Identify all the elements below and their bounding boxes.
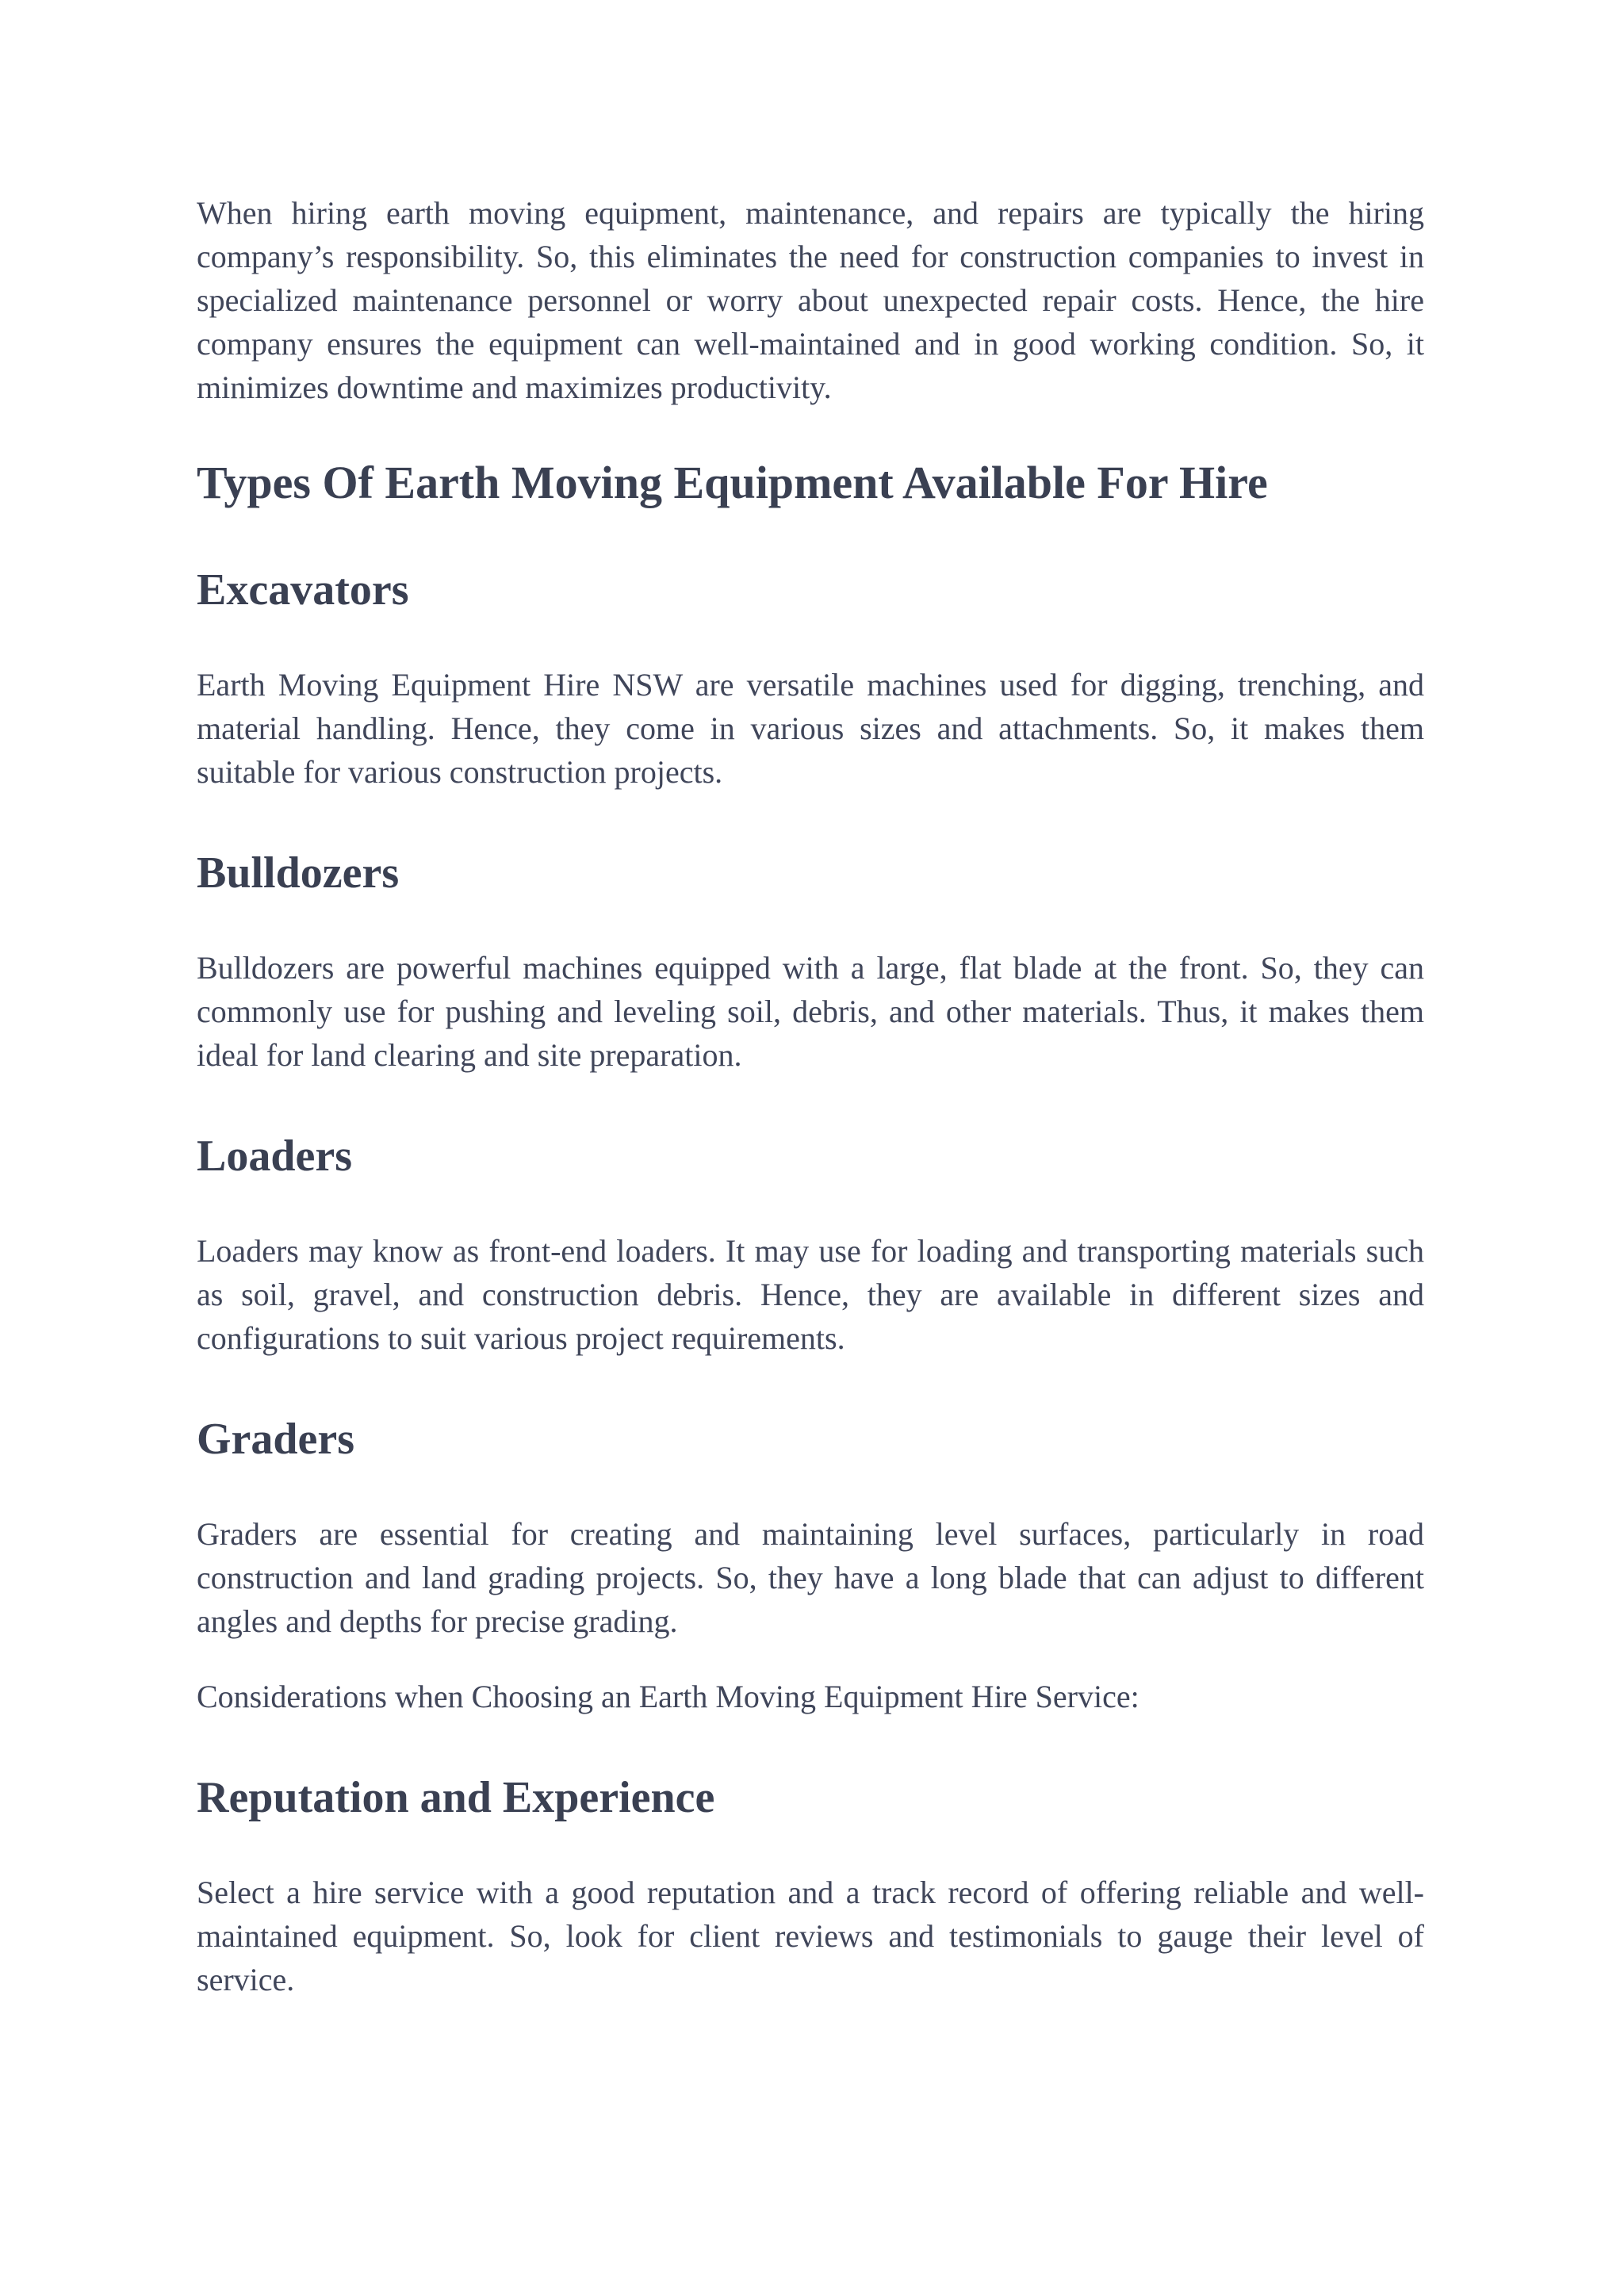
reputation-paragraph: Select a hire service with a good reputation and a track record of offering reliable and well-maintained equipment. So, look for client reviews and testimonials to gauge their level of service. — [197, 1875, 1424, 1997]
reputation-heading: Reputation and Experience — [197, 1773, 715, 1822]
excavators-paragraph: Earth Moving Equipment Hire NSW are versatile machines used for digging, trenching, and material handling. Hence, they come in various sizes and attachments. So, it makes them suitable for various construction projects. — [197, 667, 1424, 790]
bulldozers-heading: Bulldozers — [197, 848, 400, 898]
document-content — [197, 191, 1424, 2001]
types-heading: Types Of Earth Moving Equipment Available For Hire — [197, 457, 1268, 508]
intro-paragraph: When hiring earth moving equipment, maintenance, and repairs are typically the hiring company’s responsibility. So, this eliminates the need for construction companies to invest in specialized maintenance personnel or worry about unexpected repair costs. Hence, the hire company ensures the equipment can well-maintained and in good working condition. So, it minimizes downtime and maximizes productivity. — [197, 195, 1424, 405]
graders-heading: Graders — [197, 1415, 355, 1464]
considerations-line: Considerations when Choosing an Earth Moving Equipment Hire Service: — [197, 1679, 1139, 1714]
loaders-paragraph: Loaders may know as front-end loaders. It may use for loading and transporting materials such as soil, gravel, and construction debris. Hence, they are available in different sizes and configurations to suit various project requirements. — [197, 1233, 1424, 1356]
excavators-heading: Excavators — [197, 565, 409, 615]
loaders-heading: Loaders — [197, 1132, 352, 1181]
bulldozers-paragraph: Bulldozers are powerful machines equipped with a large, flat blade at the front. So, they can commonly use for pushing and leveling soil, debris, and other materials. Thus, it makes them ideal for land clearing and site preparation. — [197, 950, 1424, 1073]
graders-paragraph: Graders are essential for creating and maintaining level surfaces, particularly in road construction and land grading projects. So, they have a long blade that can adjust to different angles and depths for precise grading. — [197, 1516, 1424, 1639]
